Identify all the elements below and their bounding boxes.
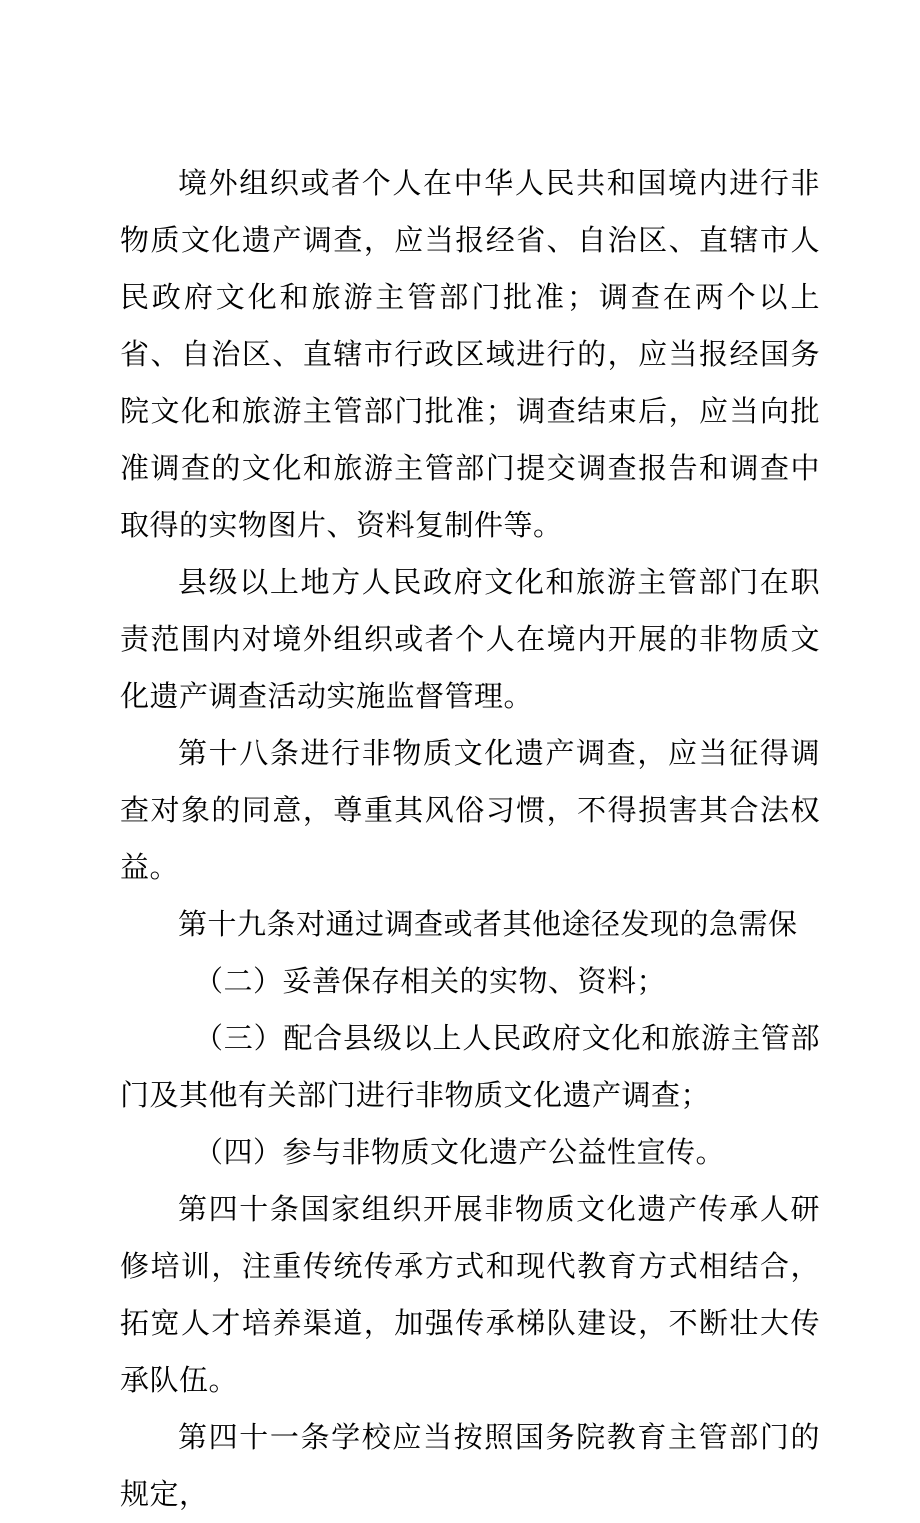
list-item-3: （三）配合县级以上人民政府文化和旅游主管部门及其他有关部门进行非物质文化遗产调查； bbox=[120, 1021, 820, 1112]
paragraph-foreign-survey-approval: 境外组织或者个人在中华人民共和国境内进行非物质文化遗产调查，应当报经省、自治区、直辖市人民政府文化和旅游主管部门批准；调查在两个以上省、自治区、直辖市行政区域进行的，应当报经国务院文化和旅游主管部门批准；调查结束后，应当向批准调查的文化和旅游主管部门提交调查报告和调查中取得的实物图片、资料复制件等。 bbox=[120, 166, 820, 542]
paragraph-article-40: 第四十条国家组织开展非物质文化遗产传承人研修培训，注重传统传承方式和现代教育方式相结合，拓宽人才培养渠道，加强传承梯队建设，不断壮大传承队伍。 bbox=[120, 1192, 820, 1397]
paragraph-article-18: 第十八条进行非物质文化遗产调查，应当征得调查对象的同意，尊重其风俗习惯，不得损害其合法权益。 bbox=[120, 736, 820, 884]
list-item-2: （二）妥善保存相关的实物、资料； bbox=[193, 964, 666, 998]
paragraph-local-supervision: 县级以上地方人民政府文化和旅游主管部门在职责范围内对境外组织或者个人在境内开展的非物质文化遗产调查活动实施监督管理。 bbox=[120, 565, 820, 713]
paragraph-article-41: 第四十一条学校应当按照国务院教育主管部门的规定， bbox=[120, 1420, 820, 1511]
document-page bbox=[120, 155, 820, 1523]
list-item-4: （四）参与非物质文化遗产公益性宣传。 bbox=[193, 1135, 725, 1169]
paragraph-article-19: 第十九条对通过调查或者其他途径发现的急需保 bbox=[178, 907, 798, 941]
